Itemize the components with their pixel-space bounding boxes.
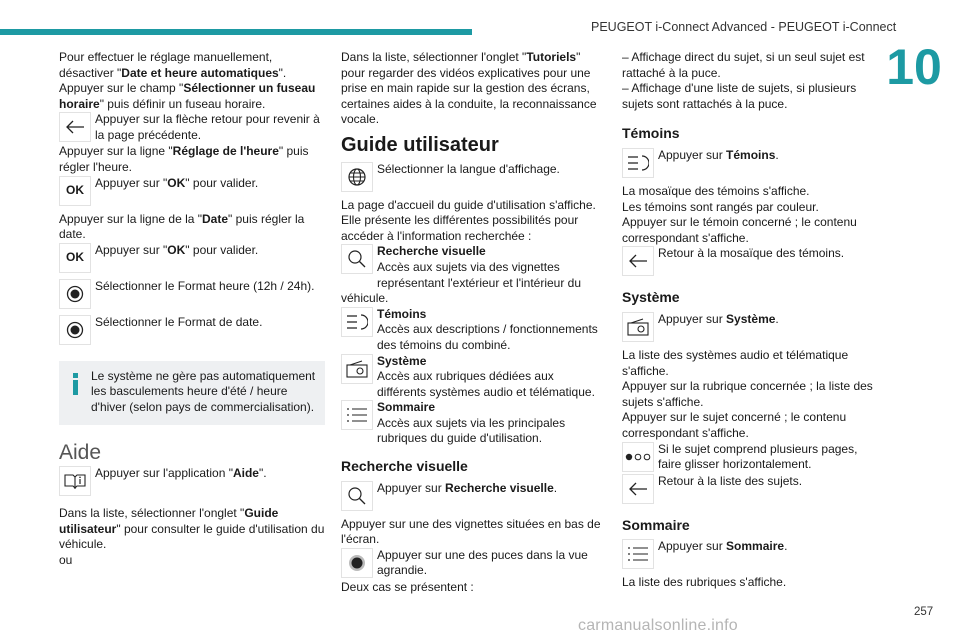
language-instruction: Sélectionner la langue d'affichage. xyxy=(341,162,603,178)
option-system: Système Accès aux rubriques dédiées aux différents systèmes audio et télématique. xyxy=(341,354,603,401)
column-2 xyxy=(341,50,603,595)
paragraph: Dans la liste, sélectionner l'onglet "Guide utilisateur" pour consulter le guide d'utilisation du véhicule. xyxy=(59,506,325,552)
warning-lights-icon xyxy=(341,307,373,337)
list-item: – Affichage direct du sujet, si un seul sujet est rattaché à la puce. xyxy=(622,50,865,80)
section-title-aide: Aide xyxy=(59,440,102,464)
paragraph: Appuyer sur une des vignettes situées en bas de l'écran. xyxy=(341,516,601,547)
ok-button-icon: OK xyxy=(59,243,91,273)
back-instruction: Appuyer sur la flèche retour pour revenir à la page précédente. xyxy=(59,112,325,143)
radio-instruction: Sélectionner le Format heure (12h / 24h). xyxy=(59,279,325,295)
system-instruction: Appuyer sur Système. xyxy=(622,312,884,328)
radio-button-icon xyxy=(59,315,91,345)
paragraph: Appuyer sur la ligne "Réglage de l'heure" puis régler l'heure. xyxy=(59,144,309,174)
back-arrow-icon xyxy=(622,246,654,276)
section-title-system: Système xyxy=(622,289,680,306)
option-witnesses: Témoins Accès aux descriptions / fonctionnements des témoins du combiné. xyxy=(341,307,603,354)
section-title-guide: Guide utilisateur xyxy=(341,133,499,156)
option-summary: Sommaire Accès aux sujets via les principales rubriques du guide d'utilisation. xyxy=(341,400,603,447)
slide-instruction: Si le sujet comprend plusieurs pages, faire glisser horizontalement. xyxy=(622,442,884,473)
radio-instruction: Sélectionner le Format de date. xyxy=(59,315,325,331)
paragraph: Pour effectuer le réglage manuellement, désactiver "Date et heure automatiques". xyxy=(59,50,287,80)
paragraph: Appuyer sur le témoin concerné ; le contenu correspondant s'affiche. xyxy=(622,215,857,245)
back-arrow-icon xyxy=(59,112,91,142)
hotspot-instruction: Appuyer sur une des puces dans la vue agrandie. xyxy=(341,548,603,579)
radio-button-icon xyxy=(59,279,91,309)
radio-device-icon xyxy=(622,312,654,342)
header-accent-bar xyxy=(0,29,472,35)
section-title-witnesses: Témoins xyxy=(622,125,680,142)
section-title-summary: Sommaire xyxy=(622,516,690,533)
list-icon xyxy=(622,539,654,569)
list-icon xyxy=(341,400,373,430)
magnifier-icon xyxy=(341,481,373,511)
magnifier-icon xyxy=(341,244,373,274)
back-arrow-icon xyxy=(622,474,654,504)
ok-button-icon: OK xyxy=(59,176,91,206)
paragraph: Deux cas se présentent : xyxy=(341,579,474,594)
running-header: PEUGEOT i-Connect Advanced - PEUGEOT i-Connect xyxy=(591,20,897,34)
section-title-visual-search: Recherche visuelle xyxy=(341,458,468,475)
radio-device-icon xyxy=(341,354,373,384)
paragraph: Dans la liste, sélectionner l'onglet "Tutoriels" pour regarder des vidéos explicatives pour une prise en main rapide sur la gestion des écrans, certaines aides à la conduite, la reconnaissance vocale. xyxy=(341,50,597,127)
page-dots-icon xyxy=(622,442,654,472)
option-visual-search: Recherche visuelle Accès aux sujets via des vignettes représentant l'extérieur et l'intérieur du véhicule. xyxy=(341,244,582,306)
paragraph: Appuyer sur la rubrique concernée ; la liste des sujets s'affiche. xyxy=(622,379,873,409)
ok-instruction: OK Appuyer sur "OK" pour valider. xyxy=(59,243,325,259)
paragraph: Appuyer sur la ligne de la "Date" puis régler la date. xyxy=(59,211,305,242)
witnesses-back-instruction: Retour à la mosaïque des témoins. xyxy=(622,246,884,262)
book-icon xyxy=(59,466,91,496)
column-3 xyxy=(622,50,884,591)
paragraph: La mosaïque des témoins s'affiche. xyxy=(622,183,810,198)
info-note: Le système ne gère pas automatiquement les basculements heure d'été / heure d'hiver (selon pays de commercialisation). xyxy=(59,361,325,425)
info-icon xyxy=(73,373,79,395)
aide-instruction: Appuyer sur l'application "Aide". xyxy=(59,466,325,482)
globe-icon xyxy=(341,162,373,192)
paragraph: La liste des rubriques s'affiche. xyxy=(622,575,787,590)
paragraph: La liste des systèmes audio et télématique s'affiche. xyxy=(622,347,849,378)
paragraph: ou xyxy=(59,552,73,567)
column-1 xyxy=(59,50,325,569)
summary-instruction: Appuyer sur Sommaire. xyxy=(622,539,884,555)
paragraph: Appuyer sur le champ "Sélectionner un fuseau horaire" puis définir un fuseau horaire. xyxy=(59,81,316,111)
witnesses-instruction: Appuyer sur Témoins. xyxy=(622,148,884,164)
chapter-number: 10 xyxy=(884,42,944,92)
list-item: – Affichage d'une liste de sujets, si plusieurs sujets sont rattachés à la puce. xyxy=(622,81,857,111)
system-back-instruction: Retour à la liste des sujets. xyxy=(622,474,884,490)
page-number: 257 xyxy=(914,606,934,618)
paragraph: La page d'accueil du guide d'utilisation s'affiche. xyxy=(341,197,596,212)
watermark: carmanualsonline.info xyxy=(578,617,738,634)
paragraph: Elle présente les différentes possibilités pour accéder à l'information recherchée : xyxy=(341,213,579,243)
paragraph: Appuyer sur le sujet concerné ; le contenu correspondant s'affiche. xyxy=(622,410,847,440)
ok-instruction: OK Appuyer sur "OK" pour valider. xyxy=(59,176,325,192)
paragraph: Les témoins sont rangés par couleur. xyxy=(622,199,819,214)
warning-lights-icon xyxy=(622,148,654,178)
visual-search-instruction: Appuyer sur Recherche visuelle. xyxy=(341,481,603,497)
hotspot-dot-icon xyxy=(341,548,373,578)
